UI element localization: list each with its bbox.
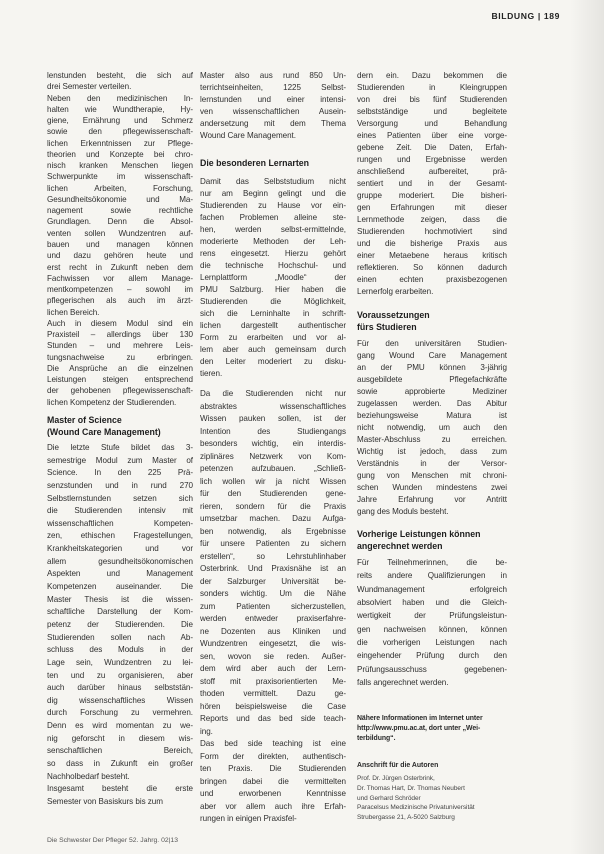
text-line: von drei bis fünf Studierenden [357, 95, 507, 104]
text-line: Studierenden zu Hause vor ein- [200, 201, 346, 210]
text-line: gen Erfahrungen mit dieser [357, 203, 507, 212]
text-line: andersetzung mit dem Thema [200, 119, 346, 128]
text-line: Selbstlernstunden setzen sich [47, 493, 193, 503]
text-line: einer Metaebene heraus kritisch [357, 251, 507, 260]
text-line: Intention des Studiengangs [200, 426, 346, 436]
body-text-block [200, 176, 346, 379]
header-separator: | [537, 11, 541, 21]
page-edge-shadow [570, 0, 604, 854]
section-heading-line: Vorherige Leistungen können [357, 529, 481, 539]
text-line: eines Patienten über eine vorge- [357, 131, 507, 140]
address-title: Anschrift für die Autoren [357, 762, 439, 769]
text-line: falls angerechnet werden. [357, 677, 449, 687]
text-line: Die letzte Stufe bildet das 3- [47, 443, 193, 452]
text-line: petenzen aufzubauen. „Schließ- [200, 464, 346, 473]
text-line: der gehobenen pflegewissenschaft- [47, 386, 193, 396]
text-line: reflektieren. So können dadurch [357, 263, 507, 272]
text-line: Studierenden die Möglichkeit, [200, 297, 346, 306]
section-heading [357, 309, 507, 333]
text-line: Wichtig ist jedoch, dass zum [357, 447, 507, 456]
text-line: und erworbenen Kenntnisse [200, 789, 346, 798]
section-heading-line: Master of Science [47, 415, 122, 425]
body-text-block [200, 70, 346, 141]
text-line: lichen Arbeiten, Forschung, [47, 183, 193, 193]
text-line: drei Semester verteilen. [47, 82, 132, 92]
text-line: rungen und Ergebnisse werden [357, 155, 507, 164]
page-number: 189 [543, 11, 560, 21]
text-line: PMU Salzburg. Hier haben die [200, 285, 346, 294]
text-line: Krankheitskategorien und vor [47, 544, 193, 554]
section-heading-line: (Wound Care Management) [47, 427, 161, 437]
text-line: lichen Erkenntnissen zur Pflege- [47, 138, 193, 148]
body-text-block [47, 70, 193, 408]
text-line: Gesundheitsökonomie und Ma- [47, 194, 193, 204]
text-line: bauen und managen können [47, 239, 193, 249]
text-line: Nachholbedarf besteht. [47, 771, 130, 781]
text-line: dem wird aber auch der Lern- [200, 664, 346, 673]
text-line: und Gerhard Schröder [357, 794, 421, 802]
text-line: venten sollen Wundzentren auf- [47, 228, 193, 238]
text-line: Lage sein, Wundzentren zu lei- [47, 657, 193, 667]
text-line: Semester von Basiskurs bis zum [47, 796, 163, 806]
text-line: abstraktes wissenschaftliches [200, 401, 346, 411]
text-line: http://www.pmu.ac.at, dort unter „Wei- [357, 724, 481, 732]
publication-footer: Die Schwester Der Pfleger 52. Jahrg. 02|13 [47, 837, 178, 844]
text-line: Master-Abschluss zu erreichen. [357, 435, 507, 444]
text-line: Damit das Selbststudium nicht [200, 177, 346, 186]
section-heading-line: Voraussetzungen [357, 310, 430, 320]
text-line: absolviert haben und die Gleich- [357, 597, 507, 607]
text-line: thoden vermittelt. Dazu ge- [200, 689, 346, 698]
text-line: für den Studierenden gene- [200, 489, 346, 498]
text-line: lichen Bereich. [47, 307, 100, 317]
text-line: erst recht in Zukunft neben dem [47, 262, 193, 272]
section-heading [47, 414, 193, 438]
text-line: halten wie Wundtherapie, Hy- [47, 104, 193, 114]
text-line: sentiert und in der Gesamt- [357, 179, 507, 188]
section-heading-line: fürs Studieren [357, 322, 417, 332]
text-line: Da die Studierenden nicht nur [200, 389, 346, 398]
text-line: ne Dozenten aus Kliniken und [200, 626, 346, 636]
text-line: fachen Problemen alleine ste- [200, 213, 346, 222]
text-line: Aspekten und Management [47, 569, 193, 579]
text-line: pflegerischen als auch im ärzt- [47, 296, 193, 306]
text-line: schluss des Moduls in der [47, 645, 193, 655]
section-heading-line: Die besonderen Lernarten [200, 158, 310, 168]
body-text-block [200, 388, 346, 824]
text-line: Auch in diesem Modul sind ein [47, 318, 193, 328]
text-line: sonders wichtig. Um die Nähe [200, 589, 346, 598]
text-line: umsetzbar machen. Dazu Aufga- [200, 514, 346, 523]
text-line: lenstunden besteht, die sich auf [47, 71, 193, 80]
text-line: ven wissenschaftlichen Ausein- [200, 107, 346, 116]
text-line: theorien und Konzepte bei chro- [47, 149, 193, 159]
text-line: Versorgung und Behandlung [357, 119, 507, 128]
body-text-block [47, 442, 193, 807]
text-line: nig geforscht in diesem wis- [47, 733, 193, 743]
text-line: allem gesundheitsökonomischen [47, 556, 193, 566]
text-line: dig wissenschaftliches Wissen [47, 695, 193, 705]
text-line: die technische Hochschul- und [200, 261, 346, 270]
text-line: Lernmethode zeigen, dass die [357, 215, 507, 224]
section-heading [357, 528, 507, 552]
text-line: terrichtseinheiten, 1225 Selbst- [200, 83, 346, 92]
text-line: Grundlagen. Denn die Absol- [47, 217, 193, 227]
text-line: und die bisherige Praxis aus [357, 239, 507, 248]
text-line: Studierenden sollen nach Ab- [47, 632, 193, 642]
text-line: an der PMU können 3-jährig [357, 363, 507, 372]
text-line: schen Wunden mindestens zwei [357, 483, 507, 492]
body-text-block [357, 338, 507, 517]
text-line: lichen dargestellt authentischer [200, 321, 346, 330]
text-line: wissenschaftlichen Kompeten- [47, 518, 193, 528]
text-line: gang Wound Care Management [357, 351, 507, 360]
text-line: giene, Ernährung und Schmerz [47, 116, 193, 126]
text-line: petenz der Studierenden. Die [47, 619, 193, 629]
section-heading [200, 157, 346, 169]
text-line: Denn es wird momentan zu we- [47, 721, 193, 731]
text-line: tieren. [200, 369, 223, 378]
text-line: zugelassen werden. Das Abitur [357, 399, 507, 408]
text-line: Reports und das bed side teach- [200, 714, 346, 723]
text-line: erstellen“, so Lehrstuhlinhaber [200, 551, 346, 561]
text-line: Prüfungsausschuss gegebenen- [357, 664, 507, 674]
section-label: BILDUNG [491, 11, 535, 21]
text-line: reits andere Qualifizierungen in [357, 571, 507, 581]
text-line: und dazu gehören heute und [47, 251, 193, 261]
text-line: für unsere Patienten zu sichern [200, 539, 346, 548]
text-line: stoff mit praxisorientierten Me- [200, 676, 346, 686]
text-line: Neben den medizinischen In- [47, 93, 193, 103]
text-line: Dr. Thomas Hart, Dr. Thomas Neubert [357, 784, 465, 792]
text-line: terbildung“. [357, 734, 396, 742]
text-line: die Studierenden intensiv mit [47, 506, 193, 516]
text-line: hören beispielsweise die Case [200, 701, 346, 711]
text-line: semestrige Modul zum Master of [47, 455, 193, 465]
author-address [357, 774, 507, 822]
text-line: ausgebildete Pflegefachkräfte [357, 375, 507, 384]
text-line: Nähere Informationen im Internet unter [357, 715, 483, 722]
text-line: nagement sowie rechtliche [47, 206, 193, 216]
text-line: Form der direkten, authentisch- [200, 751, 346, 761]
text-line: Für den universitären Studien- [357, 339, 507, 348]
text-line: Die Ansprüche an die einzelnen [47, 363, 193, 373]
text-line: sowie approbierte Mediziner [357, 387, 507, 396]
body-text-block [357, 557, 507, 688]
body-text-block [357, 70, 507, 297]
text-line: Paracelsus Medizinische Privatuniversität [357, 804, 475, 812]
text-line: Wundzentren eingesetzt, die wis- [200, 639, 346, 648]
text-line: Master also aus rund 850 Un- [200, 71, 346, 80]
text-line: lem aber auch gemeinsam durch [200, 345, 346, 354]
text-line: moderierte Methoden der Leh- [200, 237, 346, 246]
text-line: sich die Lerninhalte in schrift- [200, 309, 346, 318]
text-line: tungsnachweise zu erbringen. [47, 352, 193, 362]
text-line: Studierenden hochmotiviert sind [357, 227, 507, 236]
text-line: gruppe moderiert. Die bisheri- [357, 191, 507, 200]
text-line: ten Praxis. Die Studierenden [200, 764, 346, 773]
text-line: gang des Moduls besteht. [357, 507, 449, 516]
text-line: nur am Beginn gelingt und die [200, 189, 346, 198]
text-line: lichen Kompetenz der Studierenden. [47, 397, 177, 407]
text-line: rens eingesetzt. Hierzu gehört [200, 249, 346, 258]
text-line: Lernerfolg erarbeiten. [357, 287, 434, 296]
text-line: eingehender Prüfung durch den [357, 651, 507, 661]
text-line: Schwerpunkte im wissenschaft- [47, 172, 193, 182]
text-line: einen echten praxisbezogenen [357, 275, 507, 284]
text-line: Strubergasse 21, A-5020 Salzburg [357, 814, 455, 821]
text-line: aber vor allem auch ihre Erfah- [200, 801, 346, 811]
text-line: lernstunden und einer intensi- [200, 95, 346, 104]
text-line: Jahre Erfahrung vor Antritt [357, 495, 507, 504]
text-line: bringen dabei die vermittelten [200, 776, 346, 786]
text-line: gen nachweisen können, können [357, 624, 507, 634]
text-line: Master Thesis ist die wissen- [47, 594, 193, 604]
text-line: Osterbrink. Und Praxisnähe ist an [200, 564, 346, 573]
text-line: nisch kranken Menschen liegen [47, 161, 193, 171]
text-line: Science. In den 225 Prä- [47, 468, 193, 478]
text-line: rungen in einigen Praxisfel- [200, 814, 297, 823]
text-line: rieren, sondern für die Praxis [200, 501, 346, 511]
text-line: Studierenden in Kleingruppen [357, 83, 507, 92]
text-line: werden entweder praxiserfahre- [200, 614, 346, 623]
text-line: auch darüber hinaus selbststän- [47, 683, 193, 693]
text-line: Stunden – und mehrere Leis- [47, 341, 193, 351]
text-line: ziplinäres Netzwerk von Kom- [200, 451, 346, 461]
text-line: wertigkeit der Prüfungsleistun- [357, 611, 507, 621]
text-line: anschließend aufbereitet, prä- [357, 167, 507, 176]
text-line: zen, ethischen Fragestellungen, [47, 531, 193, 541]
text-line: Für Teilnehmerinnen, die be- [357, 558, 507, 567]
text-line: sen, wovon sie reden. Außer- [200, 651, 346, 661]
text-line: ten und zu organisieren, aber [47, 670, 193, 680]
text-line: beziehungsweise Matura ist [357, 411, 507, 420]
text-line: schaftliche Darstellung der Kom- [47, 607, 193, 617]
text-line: Leistungen steigen entsprechend [47, 375, 193, 385]
text-line: gung von Menschen mit chroni- [357, 471, 507, 480]
text-line: zum Patienten sicherzustellen, [200, 601, 346, 611]
text-line: Form zu erarbeiten und vor al- [200, 333, 346, 342]
text-line: hen, werden selbst-ermittelnde, [200, 225, 346, 234]
text-line: besonders wichtig, ein interdis- [200, 439, 346, 448]
text-line: Lernplattform „Moodle“ der [200, 273, 346, 282]
text-line: so dass in Zukunft ein großer [47, 759, 193, 769]
text-line: dern ein. Dazu bekommen die [357, 71, 507, 80]
text-line: sowie den pflegewissenschaft- [47, 127, 193, 137]
text-line: Wound Care Management. [200, 131, 296, 140]
text-line: Wundmanagement erfolgreich [357, 584, 507, 594]
text-line: selbstständige und begleitete [357, 107, 507, 116]
text-line: lich wollen wir ja nicht Wissen [200, 476, 346, 486]
text-line: senzstunden und in rund 270 [47, 480, 193, 490]
text-line: Insgesamt besteht die erste [47, 784, 193, 794]
text-line: senschaftlichen Bereich, [47, 746, 193, 756]
text-line: Verständnis in der Versor- [357, 459, 507, 468]
text-line: mentkompetenzen – sowohl im [47, 285, 193, 295]
text-line: nicht notwendig, um auch den [357, 423, 507, 432]
section-heading-line: angerechnet werden [357, 541, 443, 551]
text-line: gebene Zeit. Die Daten, Erfah- [357, 143, 507, 152]
text-line: der Salzburger Universität be- [200, 576, 346, 586]
text-line: durch Forschung zu vermehren. [47, 708, 193, 718]
running-header [478, 11, 560, 21]
text-line: Fachwissen vor allem Manage- [47, 273, 193, 283]
text-line: Kompetenzen auseinander. Die [47, 582, 193, 592]
text-line: Praxisteil – allerdings über 130 [47, 330, 193, 340]
text-line: die vorherigen Leistungen nach [357, 637, 507, 647]
info-note [357, 714, 507, 743]
text-line: ing. [200, 726, 213, 736]
text-line: ben notwendig, als Ergebnisse [200, 526, 346, 536]
text-line: Wissen pauken sollen, ist der [200, 414, 346, 423]
text-line: den Leiter moderiert zu disku- [200, 357, 346, 366]
text-line: Das bed side teaching ist eine [200, 739, 346, 748]
text-line: Prof. Dr. Jürgen Osterbrink, [357, 775, 435, 782]
